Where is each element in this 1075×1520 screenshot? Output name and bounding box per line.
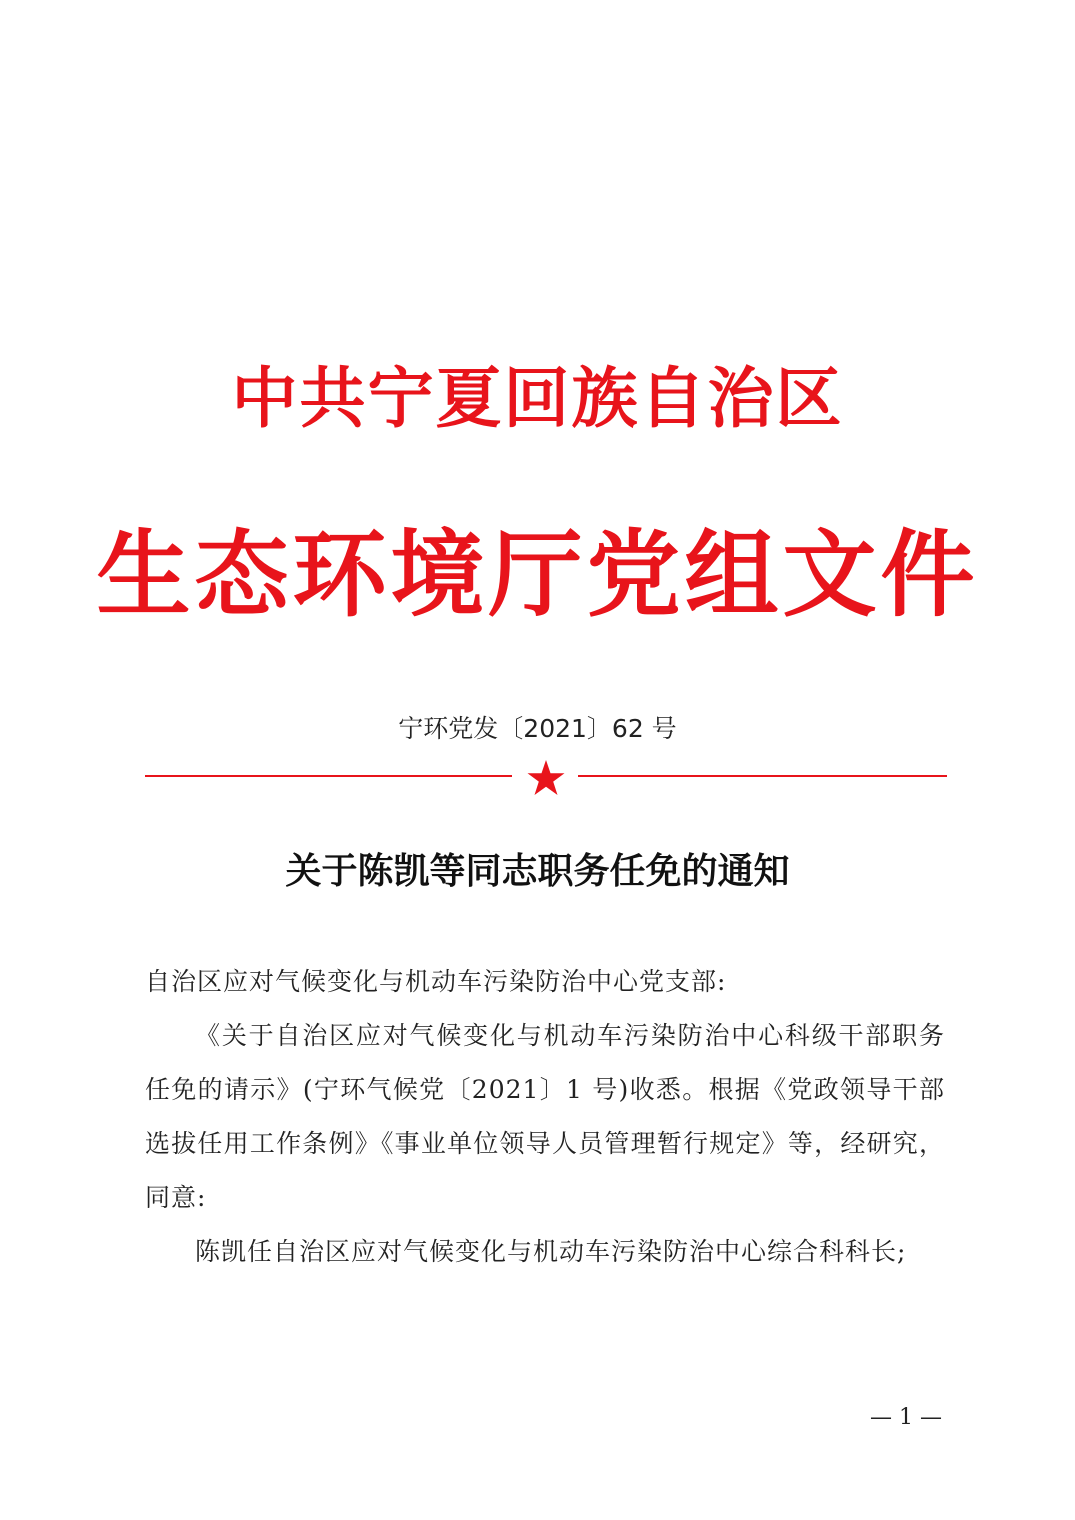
document-title: 关于陈凯等同志职务任免的通知 — [285, 850, 790, 892]
issuer-name-line1: 中共宁夏回族自治区 — [231, 359, 844, 437]
document-number: 宁环党发〔2021〕62 号 — [398, 714, 677, 743]
page-number: — 1 — — [870, 1405, 942, 1430]
divider-line-left — [145, 775, 512, 777]
body-paragraph: 《关于自治区应对气候变化与机动车污染防治中心科级干部职务任免的请示》(宁环气候党〔2021〕1 号)收悉。根据《党政领导干部选拔任用工作条例》《事业单位领导人员管理暂行规定》等，经研究，同意: — [145, 1021, 945, 1212]
document-body — [145, 955, 945, 1279]
star-icon — [527, 760, 565, 796]
issuer-name-line2: 生态环境厅党组文件 — [96, 520, 979, 630]
recipient-line: 自治区应对气候变化与机动车污染防治中心党支部: — [145, 967, 727, 996]
red-divider — [145, 760, 947, 800]
divider-line-right — [578, 775, 947, 777]
appointment-paragraph: 陈凯任自治区应对气候变化与机动车污染防治中心综合科科长; — [195, 1237, 907, 1266]
